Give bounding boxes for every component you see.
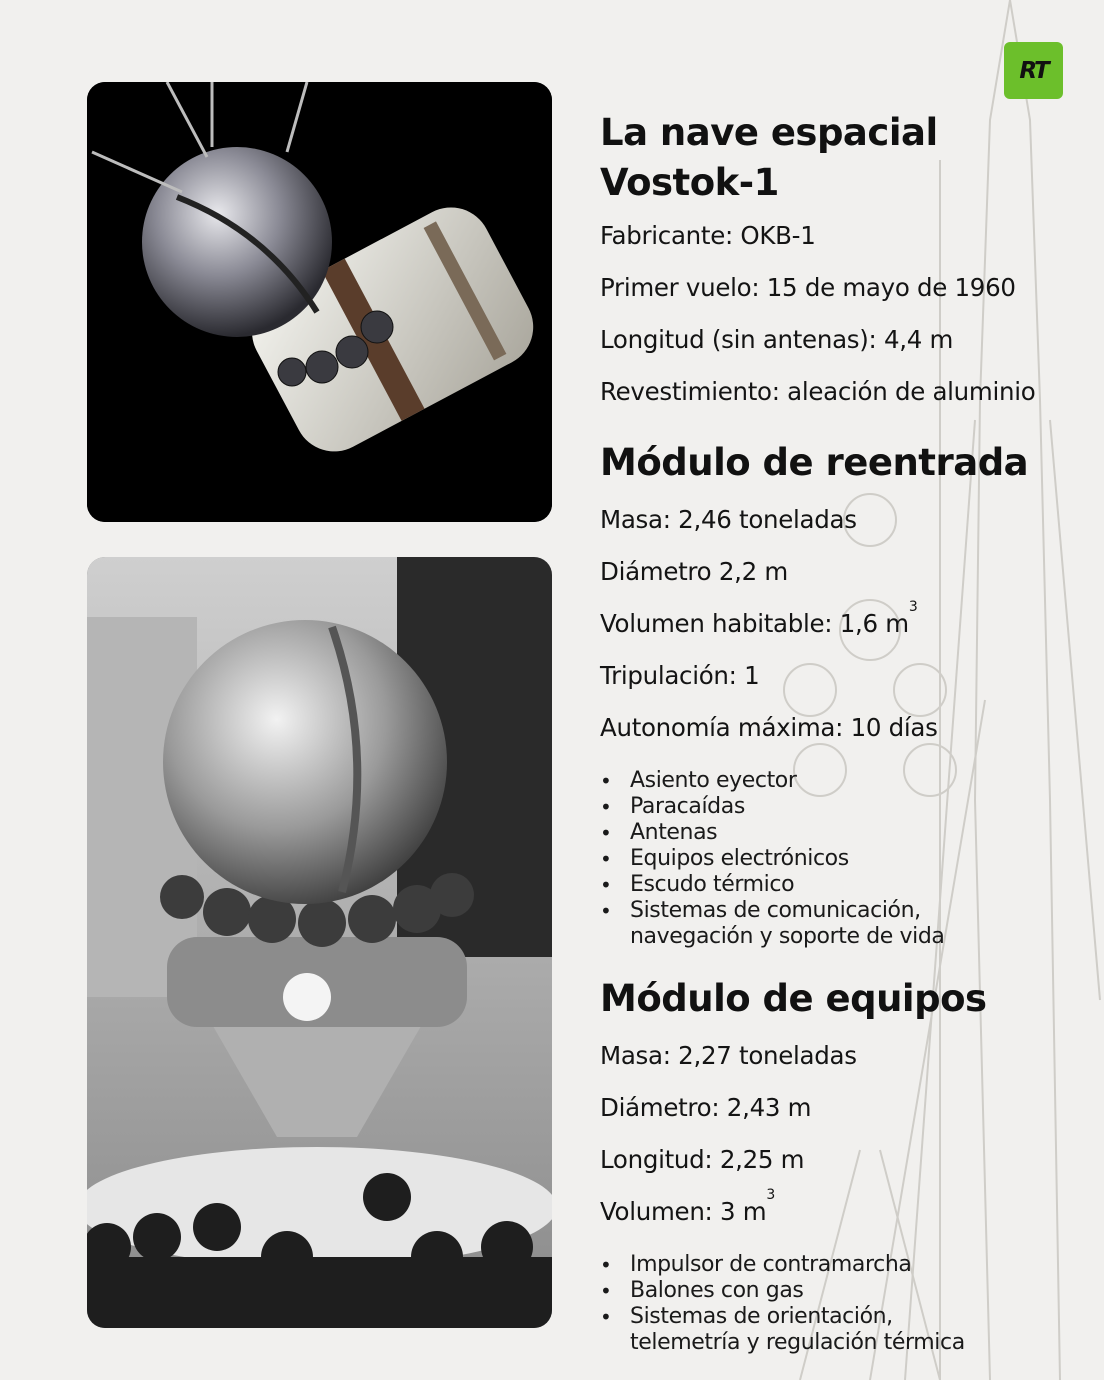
list-item: • Sistemas de comunicación, navegación y soporte de vida xyxy=(600,898,980,950)
reentry-mass: Masa: 2,46 toneladas xyxy=(600,505,857,534)
vostok-title: La nave espacial Vostok-1 xyxy=(600,111,938,204)
list-item: • Escudo térmico xyxy=(600,872,980,898)
equipment-length: Longitud: 2,25 m xyxy=(600,1145,805,1174)
list-item: • Equipos electrónicos xyxy=(600,846,980,872)
reentry-components-list xyxy=(600,768,980,950)
list-item: • Sistemas de orientación, telemetría y regulación térmica xyxy=(600,1304,1000,1356)
reentry-autonomy: Autonomía máxima: 10 días xyxy=(600,713,938,742)
list-item: • Antenas xyxy=(600,820,980,846)
list-item: • Impulsor de contramarcha xyxy=(600,1252,1000,1278)
equipment-diameter: Diámetro: 2,43 m xyxy=(600,1093,812,1122)
reentry-module-title: Módulo de reentrada xyxy=(600,441,1029,484)
reentry-crew: Tripulación: 1 xyxy=(600,661,760,690)
list-item: • Paracaídas xyxy=(600,794,980,820)
spec-first-flight: Primer vuelo: 15 de mayo de 1960 xyxy=(600,273,1016,302)
equipment-volume: Volumen: 3 $m^3$ xyxy=(600,1187,775,1226)
equipment-module-title: Módulo de equipos xyxy=(600,977,987,1020)
reentry-diameter: Diámetro 2,2 m xyxy=(600,557,788,586)
vostok-capsule-photo xyxy=(87,82,552,522)
list-item: • Asiento eyector xyxy=(600,768,980,794)
equipment-components-list xyxy=(600,1252,1000,1356)
museum-exhibit-photo xyxy=(87,557,552,1328)
rt-logo: RT xyxy=(1004,42,1063,99)
spec-length: Longitud (sin antenas): 4,4 m xyxy=(600,325,954,354)
equipment-mass: Masa: 2,27 toneladas xyxy=(600,1041,857,1070)
spec-manufacturer: Fabricante: OKB-1 xyxy=(600,221,816,250)
spec-coating: Revestimiento: aleación de aluminio xyxy=(600,377,1036,406)
list-item: • Balones con gas xyxy=(600,1278,1000,1304)
spec-panel xyxy=(600,108,1100,1356)
reentry-volume: Volumen habitable: 1,6 $m^3$ xyxy=(600,599,918,638)
